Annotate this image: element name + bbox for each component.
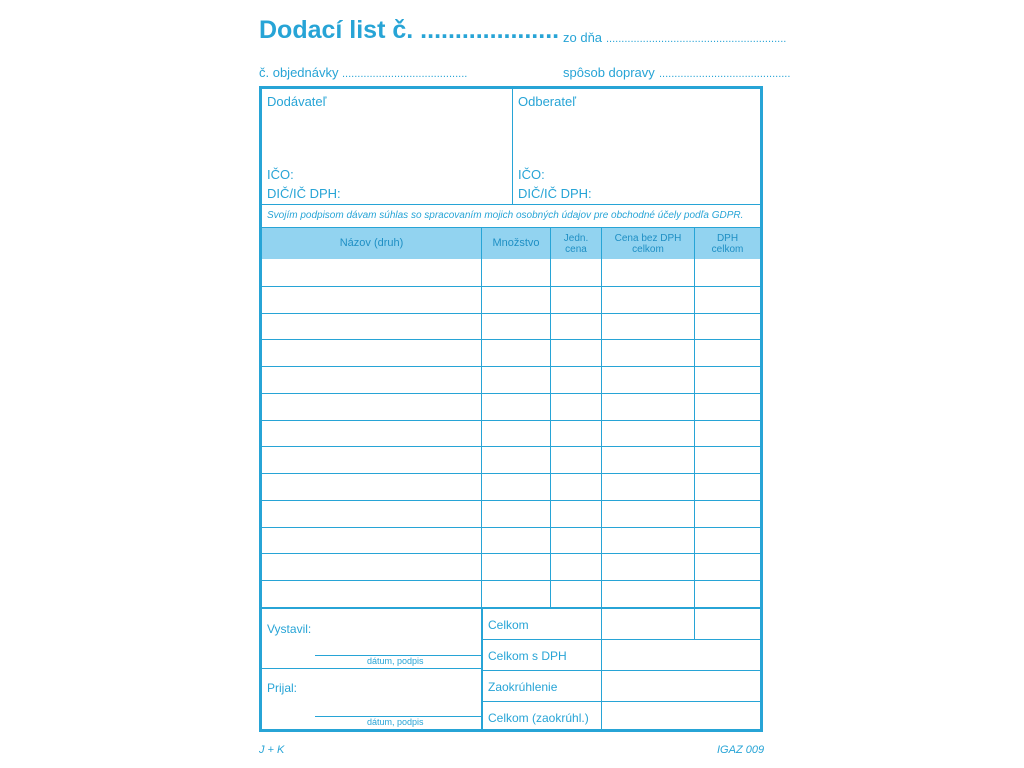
cell-net-total[interactable] <box>602 314 694 340</box>
cell-name[interactable] <box>262 554 481 580</box>
title-text: Dodací list č. <box>259 16 414 44</box>
issued-label: Vystavil: <box>267 622 312 636</box>
cell-unit-price[interactable] <box>551 394 601 420</box>
cell-quantity[interactable] <box>482 314 550 340</box>
customer-dic-label: DIČ/IČ DPH: <box>518 186 592 201</box>
cell-name[interactable] <box>262 447 481 473</box>
total-label: Celkom <box>488 618 529 632</box>
cell-quantity[interactable] <box>482 447 550 473</box>
cell-quantity[interactable] <box>482 260 550 286</box>
cell-unit-price[interactable] <box>551 554 601 580</box>
col-vat-total-header: DPH celkom <box>711 232 744 255</box>
cell-vat-total[interactable] <box>695 340 760 366</box>
rounding-label: Zaokrúhlenie <box>488 680 558 694</box>
cell-net-total[interactable] <box>602 394 694 420</box>
cell-vat-total[interactable] <box>695 501 760 527</box>
cell-name[interactable] <box>262 314 481 340</box>
customer-label: Odberateľ <box>518 94 576 109</box>
cell-quantity[interactable] <box>482 367 550 393</box>
rounding-value[interactable] <box>602 671 760 701</box>
parties-divider <box>512 89 513 204</box>
received-label: Prijal: <box>267 681 298 695</box>
cell-vat-total[interactable] <box>695 581 760 607</box>
date-label: zo dňa <box>563 30 603 45</box>
cell-net-total[interactable] <box>602 528 694 554</box>
col-quantity-header: Množstvo <box>492 237 540 249</box>
total-vat-label: Celkom s DPH <box>488 649 567 663</box>
cell-unit-price[interactable] <box>551 340 601 366</box>
cell-vat-total[interactable] <box>695 554 760 580</box>
cell-vat-total[interactable] <box>695 287 760 313</box>
cell-unit-price[interactable] <box>551 501 601 527</box>
cell-net-total[interactable] <box>602 260 694 286</box>
date-field[interactable]: ........................................................... <box>606 33 787 45</box>
footer-divider <box>481 607 483 729</box>
cell-unit-price[interactable] <box>551 287 601 313</box>
cell-unit-price[interactable] <box>551 581 601 607</box>
issued-signature-caption: dátum, podpis <box>367 656 424 666</box>
col-net-total-header: Cena bez DPH celkom <box>614 232 682 255</box>
cell-net-total[interactable] <box>602 581 694 607</box>
cell-name[interactable] <box>262 528 481 554</box>
supplier-ico-label: IČO: <box>267 167 294 182</box>
cell-net-total[interactable] <box>602 340 694 366</box>
col-unit-price-header: Jedn. cena <box>563 232 589 255</box>
total-with-vat-value[interactable] <box>602 640 760 670</box>
total-net-value[interactable] <box>602 608 694 639</box>
cell-name[interactable] <box>262 340 481 366</box>
cell-name[interactable] <box>262 501 481 527</box>
customer-ico-label: IČO: <box>518 167 545 182</box>
received-signature-caption: dátum, podpis <box>367 717 424 727</box>
cell-vat-total[interactable] <box>695 367 760 393</box>
supplier-label: Dodávateľ <box>267 94 327 109</box>
cell-vat-total[interactable] <box>695 314 760 340</box>
form-frame <box>259 86 763 732</box>
cell-unit-price[interactable] <box>551 421 601 447</box>
total-vat-value[interactable] <box>695 608 760 639</box>
document-title <box>259 16 559 45</box>
cell-net-total[interactable] <box>602 447 694 473</box>
cell-quantity[interactable] <box>482 554 550 580</box>
order-label: č. objednávky <box>259 65 339 80</box>
cell-quantity[interactable] <box>482 421 550 447</box>
supplier-dic-label: DIČ/IČ DPH: <box>267 186 341 201</box>
cell-quantity[interactable] <box>482 340 550 366</box>
cell-vat-total[interactable] <box>695 260 760 286</box>
cell-quantity[interactable] <box>482 287 550 313</box>
cell-name[interactable] <box>262 287 481 313</box>
cell-net-total[interactable] <box>602 287 694 313</box>
cell-unit-price[interactable] <box>551 447 601 473</box>
cell-unit-price[interactable] <box>551 260 601 286</box>
cell-quantity[interactable] <box>482 474 550 500</box>
cell-name[interactable] <box>262 474 481 500</box>
gdpr-notice: Svojím podpisom dávam súhlas so spracovaním mojich osobných údajov pre obchodné účely podľa GDPR. <box>267 210 744 221</box>
col-name-header: Názov (druh) <box>339 237 404 249</box>
cell-name[interactable] <box>262 367 481 393</box>
title-number-field[interactable]: .................... <box>420 16 560 44</box>
cell-unit-price[interactable] <box>551 367 601 393</box>
cell-vat-total[interactable] <box>695 447 760 473</box>
cell-net-total[interactable] <box>602 554 694 580</box>
publisher-code: J + K <box>259 744 285 756</box>
cell-quantity[interactable] <box>482 501 550 527</box>
cell-unit-price[interactable] <box>551 314 601 340</box>
cell-quantity[interactable] <box>482 394 550 420</box>
cell-unit-price[interactable] <box>551 528 601 554</box>
parties-bottom-line <box>262 204 760 205</box>
cell-vat-total[interactable] <box>695 421 760 447</box>
total-rounded-label: Celkom (zaokrúhl.) <box>488 711 589 725</box>
cell-net-total[interactable] <box>602 501 694 527</box>
cell-name[interactable] <box>262 260 481 286</box>
table-header <box>262 228 760 259</box>
cell-net-total[interactable] <box>602 474 694 500</box>
transport-label: spôsob dopravy <box>563 65 655 80</box>
cell-net-total[interactable] <box>602 367 694 393</box>
cell-net-total[interactable] <box>602 421 694 447</box>
cell-name[interactable] <box>262 581 481 607</box>
cell-name[interactable] <box>262 421 481 447</box>
cell-vat-total[interactable] <box>695 528 760 554</box>
signature-separator <box>262 668 481 669</box>
cell-name[interactable] <box>262 394 481 420</box>
cell-quantity[interactable] <box>482 528 550 554</box>
form-code: IGAZ 009 <box>717 744 765 756</box>
order-field[interactable]: ......................................... <box>342 68 468 80</box>
cell-unit-price[interactable] <box>551 474 601 500</box>
cell-quantity[interactable] <box>482 581 550 607</box>
cell-vat-total[interactable] <box>695 394 760 420</box>
cell-vat-total[interactable] <box>695 474 760 500</box>
total-rounded-value[interactable] <box>602 702 760 729</box>
transport-field[interactable]: ........................................... <box>659 68 791 80</box>
